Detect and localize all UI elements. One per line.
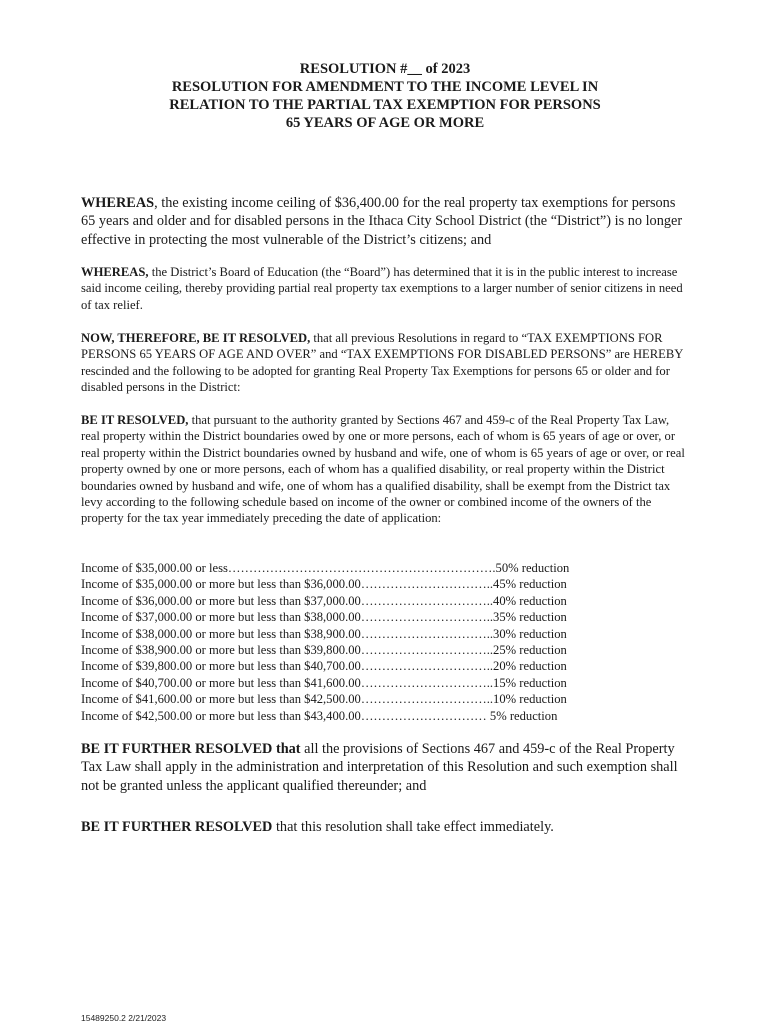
schedule-row: Income of $40,700.00 or more but less than $41,600.00…………………………..15% reduction: [81, 675, 567, 690]
whereas-lead: WHEREAS: [81, 195, 155, 211]
exemption-schedule: [81, 560, 621, 724]
be-it-resolved-paragraph: [81, 412, 685, 527]
now-therefore-lead: NOW, THEREFORE, BE IT RESOLVED,: [81, 331, 311, 345]
schedule-row: Income of $38,000.00 or more but less than $38,900.00…………………………..30% reduction: [81, 626, 567, 641]
further-resolved-lead: BE IT FURTHER RESOLVED that: [81, 741, 301, 757]
schedule-row: Income of $38,900.00 or more but less than $39,800.00…………………………..25% reduction: [81, 643, 567, 658]
schedule-row: Income of $35,000.00 or less……………………………………………………….50% reduction: [81, 561, 570, 575]
further-resolved-text: all the provisions of Sections 467 and 459-c of the Real Property Tax Law shall apply in the administration and interpretation of this Resolution and such exemption shall not be granted unless the applicant qualified thereunder; and: [81, 741, 678, 794]
whereas-text: the District’s Board of Education (the “Board”) has determined that it is in the public interest to increase said income ceiling, thereby providing partial real property tax exemptions to a larger number of senior citizens in need of tax relief.: [81, 265, 683, 312]
resolution-title: [0, 60, 770, 132]
be-it-resolved-text: that pursuant to the authority granted by Sections 467 and 459-c of the Real Property Tax Law, real property within the District boundaries owed by one or more persons, each of whom is 65 years of age or over, or real property within the District boundaries owned by husband and wife, one of whom is 65 years of age or over, or real property owned by one or more persons, each of whom has a qualified disability, or real property within the District boundaries owned by husband and wife, one of whom has a qualified disability, shall be exempt from the District tax levy according to the following schedule based on income of the owner or combined income of the owners of the property for the tax year immediately preceding the date of application:: [81, 413, 685, 526]
schedule-row: Income of $37,000.00 or more but less than $38,000.00…………………………..35% reduction: [81, 610, 567, 625]
schedule-row: Income of $39,800.00 or more but less than $40,700.00…………………………..20% reduction: [81, 659, 567, 674]
title-line-3: RELATION TO THE PARTIAL TAX EXEMPTION FOR PERSONS: [169, 97, 601, 113]
schedule-row: Income of $35,000.00 or more but less than $36,000.00…………………………..45% reduction: [81, 577, 567, 592]
whereas-lead: WHEREAS,: [81, 265, 149, 279]
be-it-resolved-lead: BE IT RESOLVED,: [81, 413, 189, 427]
whereas-paragraph-2: [81, 264, 685, 313]
now-therefore-paragraph: [81, 330, 685, 396]
document-footer-id: 15489250.2 2/21/2023: [81, 1013, 167, 1023]
further-resolved-lead: BE IT FURTHER RESOLVED: [81, 819, 273, 835]
title-line-4: 65 YEARS OF AGE OR MORE: [285, 115, 485, 131]
schedule-row: Income of $41,600.00 or more but less than $42,500.00…………………………..10% reduction: [81, 692, 567, 707]
further-resolved-paragraph-2: [81, 818, 685, 836]
title-line-1: RESOLUTION #__ of 2023: [299, 61, 471, 77]
further-resolved-paragraph-1: [81, 740, 681, 795]
whereas-text: , the existing income ceiling of $36,400.00 for the real property tax exemptions for persons 65 years and older and for disabled persons in the Ithaca City School District (the “District”) is no longer effective in protecting the most vulnerable of the District’s citizens; and: [81, 195, 683, 248]
schedule-row: Income of $36,000.00 or more but less than $37,000.00…………………………..40% reduction: [81, 593, 567, 608]
schedule-row: Income of $42,500.00 or more but less than $43,400.00………………………… 5% reduction: [81, 708, 558, 723]
whereas-paragraph-1: [81, 194, 685, 249]
now-therefore-text: that all previous Resolutions in regard to “TAX EXEMPTIONS FOR PERSONS 65 YEARS OF AGE AND OVER” and “TAX EXEMPTIONS FOR DISABLED PERSONS” are HEREBY rescinded and the following to be adopted for granting Real Property Tax Exemptions for persons 65 or older and for disabled persons in the District:: [81, 331, 683, 395]
title-line-2: RESOLUTION FOR AMENDMENT TO THE INCOME LEVEL IN: [171, 79, 599, 95]
further-resolved-text: that this resolution shall take effect immediately.: [272, 819, 554, 835]
